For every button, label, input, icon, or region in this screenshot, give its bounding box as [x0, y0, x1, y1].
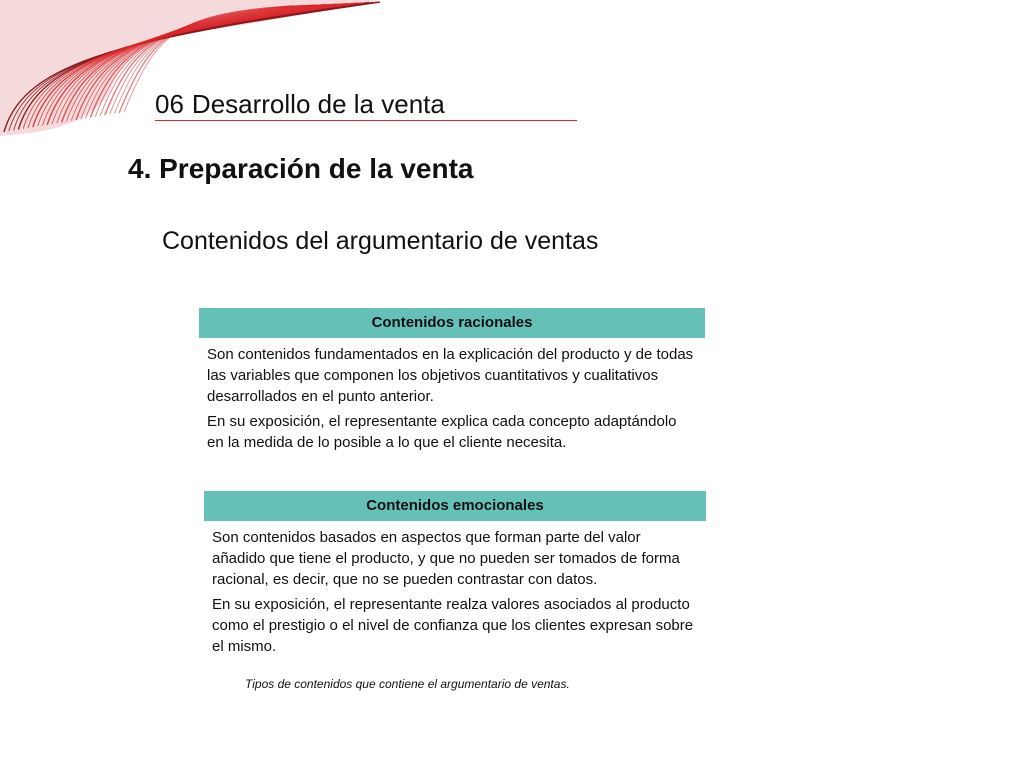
rational-paragraph-2: En su exposición, el representante explica cada concepto adaptándolo en la medida de lo posible a lo que el cliente necesita. — [207, 413, 677, 451]
chapter-heading — [155, 88, 577, 121]
rational-contents-body — [199, 338, 705, 453]
emotional-contents-body — [204, 521, 706, 657]
rational-contents-header: Contenidos racionales — [199, 308, 705, 338]
figure-caption: Tipos de contenidos que contiene el argumentario de ventas. — [245, 677, 570, 691]
emotional-contents-header: Contenidos emocionales — [204, 491, 706, 521]
rational-contents-box — [199, 308, 705, 457]
chapter-title: Desarrollo de la venta — [191, 89, 445, 119]
subtitle: Contenidos del argumentario de ventas — [162, 227, 599, 255]
rational-paragraph-1: Son contenidos fundamentados en la explicación del producto y de todas las variables que componen los objetivos cuantitativos y cualitativos desarrollados en el punto anterior. — [207, 346, 694, 405]
chapter-number: 06 — [155, 89, 184, 119]
emotional-contents-box — [204, 491, 706, 661]
emotional-paragraph-2: En su exposición, el representante realza valores asociados al producto como el prestigio o el nivel de confianza que los clientes expresan sobre el mismo. — [212, 596, 694, 655]
emotional-paragraph-1: Son contenidos basados en aspectos que forman parte del valor añadido que tiene el producto, y que no pueden ser tomados de forma racional, es decir, que no se pueden contrastar con datos. — [212, 529, 680, 588]
section-title: 4. Preparación de la venta — [128, 153, 474, 184]
